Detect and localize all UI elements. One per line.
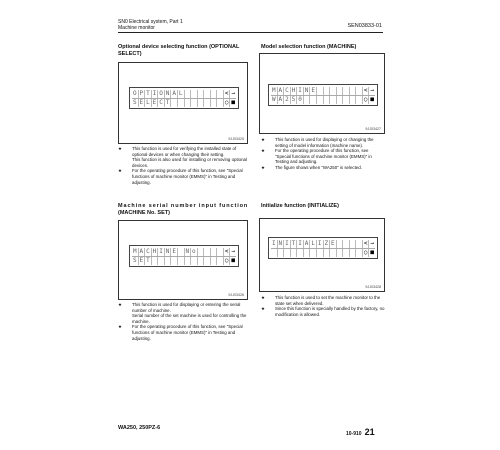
bullet-list-model-selection (261, 137, 385, 171)
header-rule (118, 32, 383, 33)
lcd-cell: I (152, 90, 157, 97)
lcd-cell: L (146, 99, 150, 106)
lcd-cell: ○ (224, 99, 229, 106)
lcd-cell: ■ (231, 257, 236, 264)
lcd-cell: 0 (298, 96, 302, 103)
lcd-cell: < (363, 240, 368, 247)
lcd-cell: E (331, 240, 335, 247)
bullet-text: For the operating procedure of this function, see "Special functions of machine monitor (EMMS)" in Testing and adjusting. (132, 324, 243, 341)
lcd-cell: N (165, 90, 170, 97)
lcd-row-2 (271, 95, 375, 104)
lcd-cell: → (370, 87, 375, 94)
lcd-row-1 (271, 240, 375, 248)
bullet-text: This function is used to set the machine monitor to the state set when delivered. (275, 295, 381, 306)
star-icon: ★ (261, 295, 265, 300)
lcd-cell: ■ (370, 249, 375, 256)
bullet-item (261, 137, 385, 148)
lcd-cell: T (165, 99, 170, 106)
lcd-cell: O (159, 90, 163, 97)
footer-model: WA250, 250PZ-6 (118, 425, 161, 431)
bullet-item (118, 324, 248, 341)
lcd-cell: E (139, 99, 144, 106)
star-icon: ★ (118, 302, 122, 307)
figure-code: 9JJ03427 (365, 127, 381, 131)
lcd-cell: P (139, 90, 144, 97)
lcd-cell: < (224, 248, 229, 255)
lcd-cell: C (146, 248, 150, 255)
lcd-cell: N (304, 87, 309, 94)
lcd-cell: I (271, 240, 276, 247)
bullet-list-serial-number (118, 302, 248, 341)
lcd-display (129, 87, 239, 109)
star-icon: ★ (118, 324, 122, 330)
lcd-cell: T (146, 257, 150, 264)
lcd-cell: A (278, 96, 283, 103)
lcd-cell: ■ (231, 99, 236, 106)
footer-section: 10-910 (346, 431, 362, 437)
lcd-cell: I (298, 87, 302, 94)
bullet-list-optional-select (118, 146, 248, 185)
lcd-row-1 (132, 248, 236, 256)
bullet-list-initialize (261, 295, 385, 317)
lcd-cell: T (291, 240, 296, 247)
star-icon: ★ (118, 168, 122, 174)
lcd-display (129, 245, 239, 267)
figure-serial-number (118, 220, 248, 300)
lcd-cell: 5 (291, 96, 296, 103)
lcd-cell: N (165, 248, 170, 255)
lcd-cell: A (172, 90, 176, 97)
lcd-cell: o (192, 248, 196, 255)
star-icon: ★ (118, 146, 122, 151)
section-title-serial-number: Machine serial number input function (MACHINE No. SET) (118, 203, 249, 216)
bullet-text: For the operating procedure of this function, see "Special functions of machine monitor (EMMS)" in Testing and adjusting. (132, 168, 243, 185)
figure-optional-select (118, 62, 248, 144)
lcd-cell: L (178, 90, 183, 97)
lcd-cell: E (311, 87, 315, 94)
lcd-cell: → (370, 240, 375, 247)
lcd-cell: S (132, 99, 137, 106)
lcd-row-2 (132, 256, 236, 265)
lcd-cell: N (278, 240, 283, 247)
bullet-text: For the operating procedure of this function, see "Special functions of machine monitor (EMMS)" in Testing and adjusting. (275, 148, 372, 165)
section-title-initialize: Initialize function (INITIALIZE) (261, 203, 339, 209)
lcd-cell: A (278, 87, 283, 94)
section-title-optional-select: Optional device selecting function (OPTIONAL SELECT) (118, 44, 240, 57)
lcd-cell: N (185, 248, 190, 255)
bullet-text: Since this function is specially handled by the factory, no modification is allowed. (275, 306, 385, 317)
lcd-cell: < (224, 90, 229, 97)
lcd-cell: Z (324, 240, 329, 247)
footer-page-number (346, 422, 375, 440)
header-line-2: Machine monitor (118, 25, 155, 31)
lcd-cell: I (298, 240, 302, 247)
lcd-row-1 (132, 90, 236, 98)
bullet-item (261, 295, 385, 306)
bullet-item (118, 146, 248, 168)
lcd-cell: → (231, 90, 236, 97)
lcd-cell: ○ (363, 249, 368, 256)
lcd-cell: C (159, 99, 163, 106)
lcd-display (268, 237, 378, 259)
lcd-cell: ■ (370, 96, 375, 103)
figure-code: 9JJ03426 (228, 293, 244, 297)
lcd-cell: A (139, 248, 144, 255)
lcd-cell: L (311, 240, 315, 247)
lcd-cell: E (139, 257, 144, 264)
bullet-item (261, 165, 385, 171)
lcd-cell: S (132, 257, 137, 264)
lcd-cell: C (285, 87, 289, 94)
lcd-cell: I (285, 240, 289, 247)
figure-model-selection (259, 53, 385, 134)
page-header-title (118, 19, 183, 31)
lcd-cell: E (172, 248, 176, 255)
lcd-cell: W (271, 96, 276, 103)
lcd-cell: ○ (363, 96, 368, 103)
document-code: SEN03833-01 (347, 23, 382, 29)
lcd-cell: E (152, 99, 157, 106)
lcd-cell: A (304, 240, 309, 247)
lcd-cell: ○ (224, 257, 229, 264)
bullet-item (118, 168, 248, 185)
figure-initialize (259, 218, 385, 292)
lcd-cell: → (231, 248, 236, 255)
bullet-item (261, 306, 385, 317)
star-icon: ★ (261, 137, 265, 142)
bullet-extra-text: This function is also used for installing or removing optional devices. (132, 157, 247, 168)
bullet-text: This function is used for displaying or entering the serial number of machine. (132, 302, 241, 313)
lcd-cell: I (159, 248, 163, 255)
lcd-cell: M (271, 87, 276, 94)
lcd-cell: O (132, 90, 137, 97)
lcd-cell: H (152, 248, 157, 255)
section-title-model-selection: Model selection function (MACHINE) (261, 44, 357, 50)
lcd-cell: H (291, 87, 296, 94)
bullet-text: This function is used for displaying or changing the setting of model information (machine name). (275, 137, 374, 148)
lcd-cell: T (146, 90, 150, 97)
footer-page: 21 (364, 427, 375, 437)
header-line-1: SN0 Electrical system, Part 1 (118, 19, 183, 25)
star-icon: ★ (261, 164, 265, 170)
bullet-item (118, 302, 248, 324)
bullet-item (261, 148, 385, 165)
lcd-display (268, 84, 378, 106)
lcd-cell: < (363, 87, 368, 94)
bullet-text: This function is used for verifying the installed state of optional devices or when changing their setting. (132, 146, 237, 157)
lcd-cell: M (132, 248, 137, 255)
bullet-text: The figure shows when "WA250" is selected. (275, 164, 362, 170)
figure-code: 9JJ03428 (365, 285, 381, 289)
lcd-cell: 2 (285, 96, 289, 103)
bullet-extra-text: Serial number of the set machine is used for controlling the machine. (132, 313, 247, 324)
lcd-row-2 (271, 248, 375, 257)
star-icon: ★ (261, 306, 265, 312)
lcd-cell: I (317, 240, 322, 247)
star-icon: ★ (261, 148, 265, 154)
figure-code: 9JJ03425 (228, 137, 244, 141)
lcd-row-1 (271, 87, 375, 95)
lcd-row-2 (132, 98, 236, 107)
